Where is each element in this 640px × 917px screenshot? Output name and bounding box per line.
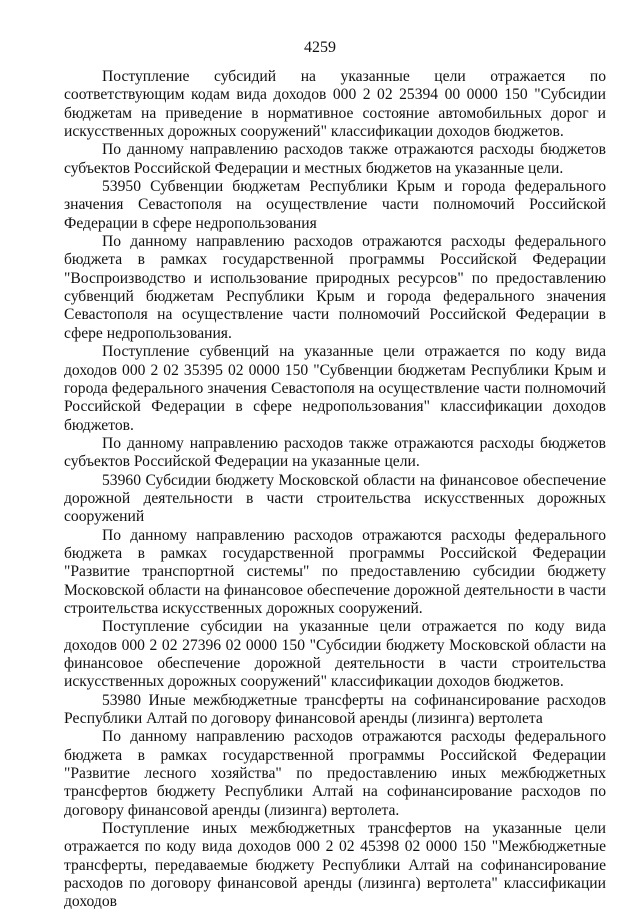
paragraph-53960-description: По данному направлению расходов отражаются расходы федерального бюджета в рамках государственной программы Российской Федерации "Развитие транспортной системы" по предоставлению субсидии бюджету Московской области на финансовое обеспечение дорожной деятельности в части строительства искусственных дорожных сооружений.	[64, 526, 606, 617]
paragraph-53960-heading: 53960 Субсидии бюджету Московской области на финансовое обеспечение дорожной деятельности в части строительства искусственных дорожных сооружений	[64, 471, 606, 526]
paragraph-53980-description: По данному направлению расходов отражаются расходы федерального бюджета в рамках государственной программы Российской Федерации "Развитие лесного хозяйства" по предоставлению иных межбюджетных трансфертов бюджету Республики Алтай на софинансирование расходов по договору финансовой аренды (лизинга) вертолета.	[64, 728, 606, 819]
paragraph-subsidy-income-25394: Поступление субсидий на указанные цели отражается по соответствующим кодам вида доходов 000 2 02 25394 00 0000 150 "Субсидии бюджетам на приведение в нормативное состояние автомобильных дорог и искусственных дорожных сооружений" классификации доходов бюджетов.	[64, 68, 606, 141]
paragraph-transfer-income-45398: Поступление иных межбюджетных трансфертов на указанные цели отражается по коду вида доходов 000 2 02 45398 02 0000 150 "Межбюджетные трансферты, передаваемые бюджету Республики Алтай на софинансирование расходов по договору финансовой аренды (лизинга) вертолета" классификации доходов	[64, 820, 606, 911]
paragraph-53980-heading: 53980 Иные межбюджетные трансферты на софинансирование расходов Республики Алтай по договору финансовой аренды (лизинга) вертолета	[64, 691, 606, 728]
paragraph-53950-description: По данному направлению расходов отражаются расходы федерального бюджета в рамках государственной программы Российской Федерации "Воспроизводство и использование природных ресурсов" по предоставлению субвенций бюджетам Республики Крым и города федерального значения Севастополя на осуществление части полномочий Российской Федерации в сфере недропользования.	[64, 233, 606, 342]
paragraph-regional-local-expenses: По данному направлению расходов также отражаются расходы бюджетов субъектов Российской Федерации и местных бюджетов на указанные цели.	[64, 141, 606, 177]
paragraph-regional-expenses: По данному направлению расходов также отражаются расходы бюджетов субъектов Российской Федерации на указанные цели.	[64, 434, 606, 471]
paragraph-subvention-income-35395: Поступление субвенций на указанные цели отражается по коду вида доходов 000 2 02 35395 02 0000 150 "Субвенции бюджетам Республики Крым и города федерального значения Севастополя на осуществление части полномочий Российской Федерации в сфере недропользования" классификации доходов бюджетов.	[64, 343, 606, 434]
paragraph-53950-heading: 53950 Субвенции бюджетам Республики Крым и города федерального значения Севастополя на осуществление части полномочий Российской Федерации в сфере недропользования	[64, 178, 606, 232]
paragraph-subsidy-income-27396: Поступление субсидии на указанные цели отражается по коду вида доходов 000 2 02 27396 02 0000 150 "Субсидии бюджету Московской области на финансовое обеспечение дорожной деятельности в части строительства искусственных дорожных сооружений" классификации доходов бюджетов.	[64, 618, 606, 691]
body-text	[64, 68, 606, 912]
page-number: 4259	[304, 39, 336, 56]
